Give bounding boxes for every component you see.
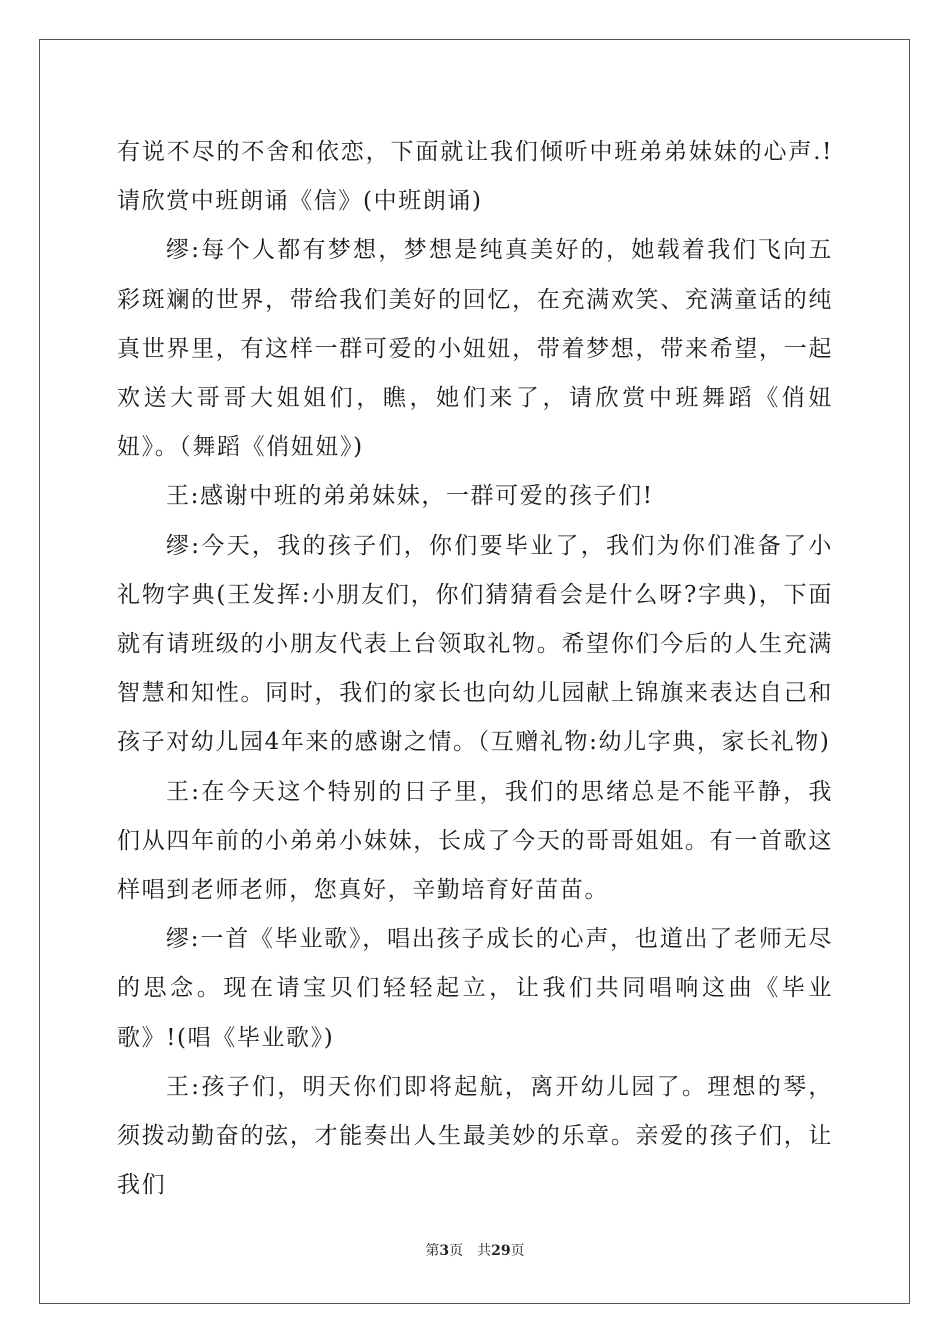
document-body: [117, 128, 833, 1210]
page-footer: [0, 1240, 950, 1260]
total-page-count: 29: [491, 1243, 511, 1259]
total-suffix: 页: [510, 1243, 525, 1259]
page-prefix: 第: [425, 1243, 440, 1259]
current-page-number: 3: [439, 1243, 450, 1259]
paragraph-1: 有说不尽的不舍和依恋，下面就让我们倾听中班弟弟妹妹的心声.!请欣赏中班朗诵《信》(中班朗诵): [117, 139, 833, 215]
total-prefix: 共: [477, 1243, 492, 1259]
page-suffix: 页: [449, 1243, 464, 1259]
paragraph-4: 缪:今天，我的孩子们，你们要毕业了，我们为你们准备了小礼物字典(王发挥:小朋友们，你们猜猜看会是什么呀?字典)，下面就有请班级的小朋友代表上台领取礼物。希望你们今后的人生充满智慧和知性。同时，我们的家长也向幼儿园献上锦旗来表达自己和孩子对幼儿园4年来的感谢之情。（互赠礼物:幼儿字典，家长礼物): [117, 532, 833, 756]
paragraph-3: 王:感谢中班的弟弟妹妹，一群可爱的孩子们!: [166, 483, 654, 510]
paragraph-5: 王:在今天这个特别的日子里，我们的思绪总是不能平静，我们从四年前的小弟弟小妹妹，长成了今天的哥哥姐姐。有一首歌这样唱到老师老师，您真好，辛勤培育好苗苗。: [117, 778, 833, 904]
paragraph-6: 缪:一首《毕业歌》，唱出孩子成长的心声，也道出了老师无尽的思念。现在请宝贝们轻轻起立，让我们共同唱响这曲《毕业歌》!(唱《毕业歌》): [117, 926, 833, 1051]
paragraph-7: 王:孩子们，明天你们即将起航，离开幼儿园了。理想的琴，须拨动勤奋的弦，才能奏出人生最美妙的乐章。亲爱的孩子们，让我们: [117, 1073, 833, 1199]
paragraph-2: 缪:每个人都有梦想，梦想是纯真美好的，她载着我们飞向五彩斑斓的世界，带给我们美好的回忆，在充满欢笑、充满童话的纯真世界里，有这样一群可爱的小妞妞，带着梦想，带来希望，一起欢送大哥哥大姐姐们，瞧，她们来了，请欣赏中班舞蹈《俏妞妞》。（舞蹈《俏妞妞》): [117, 237, 833, 461]
